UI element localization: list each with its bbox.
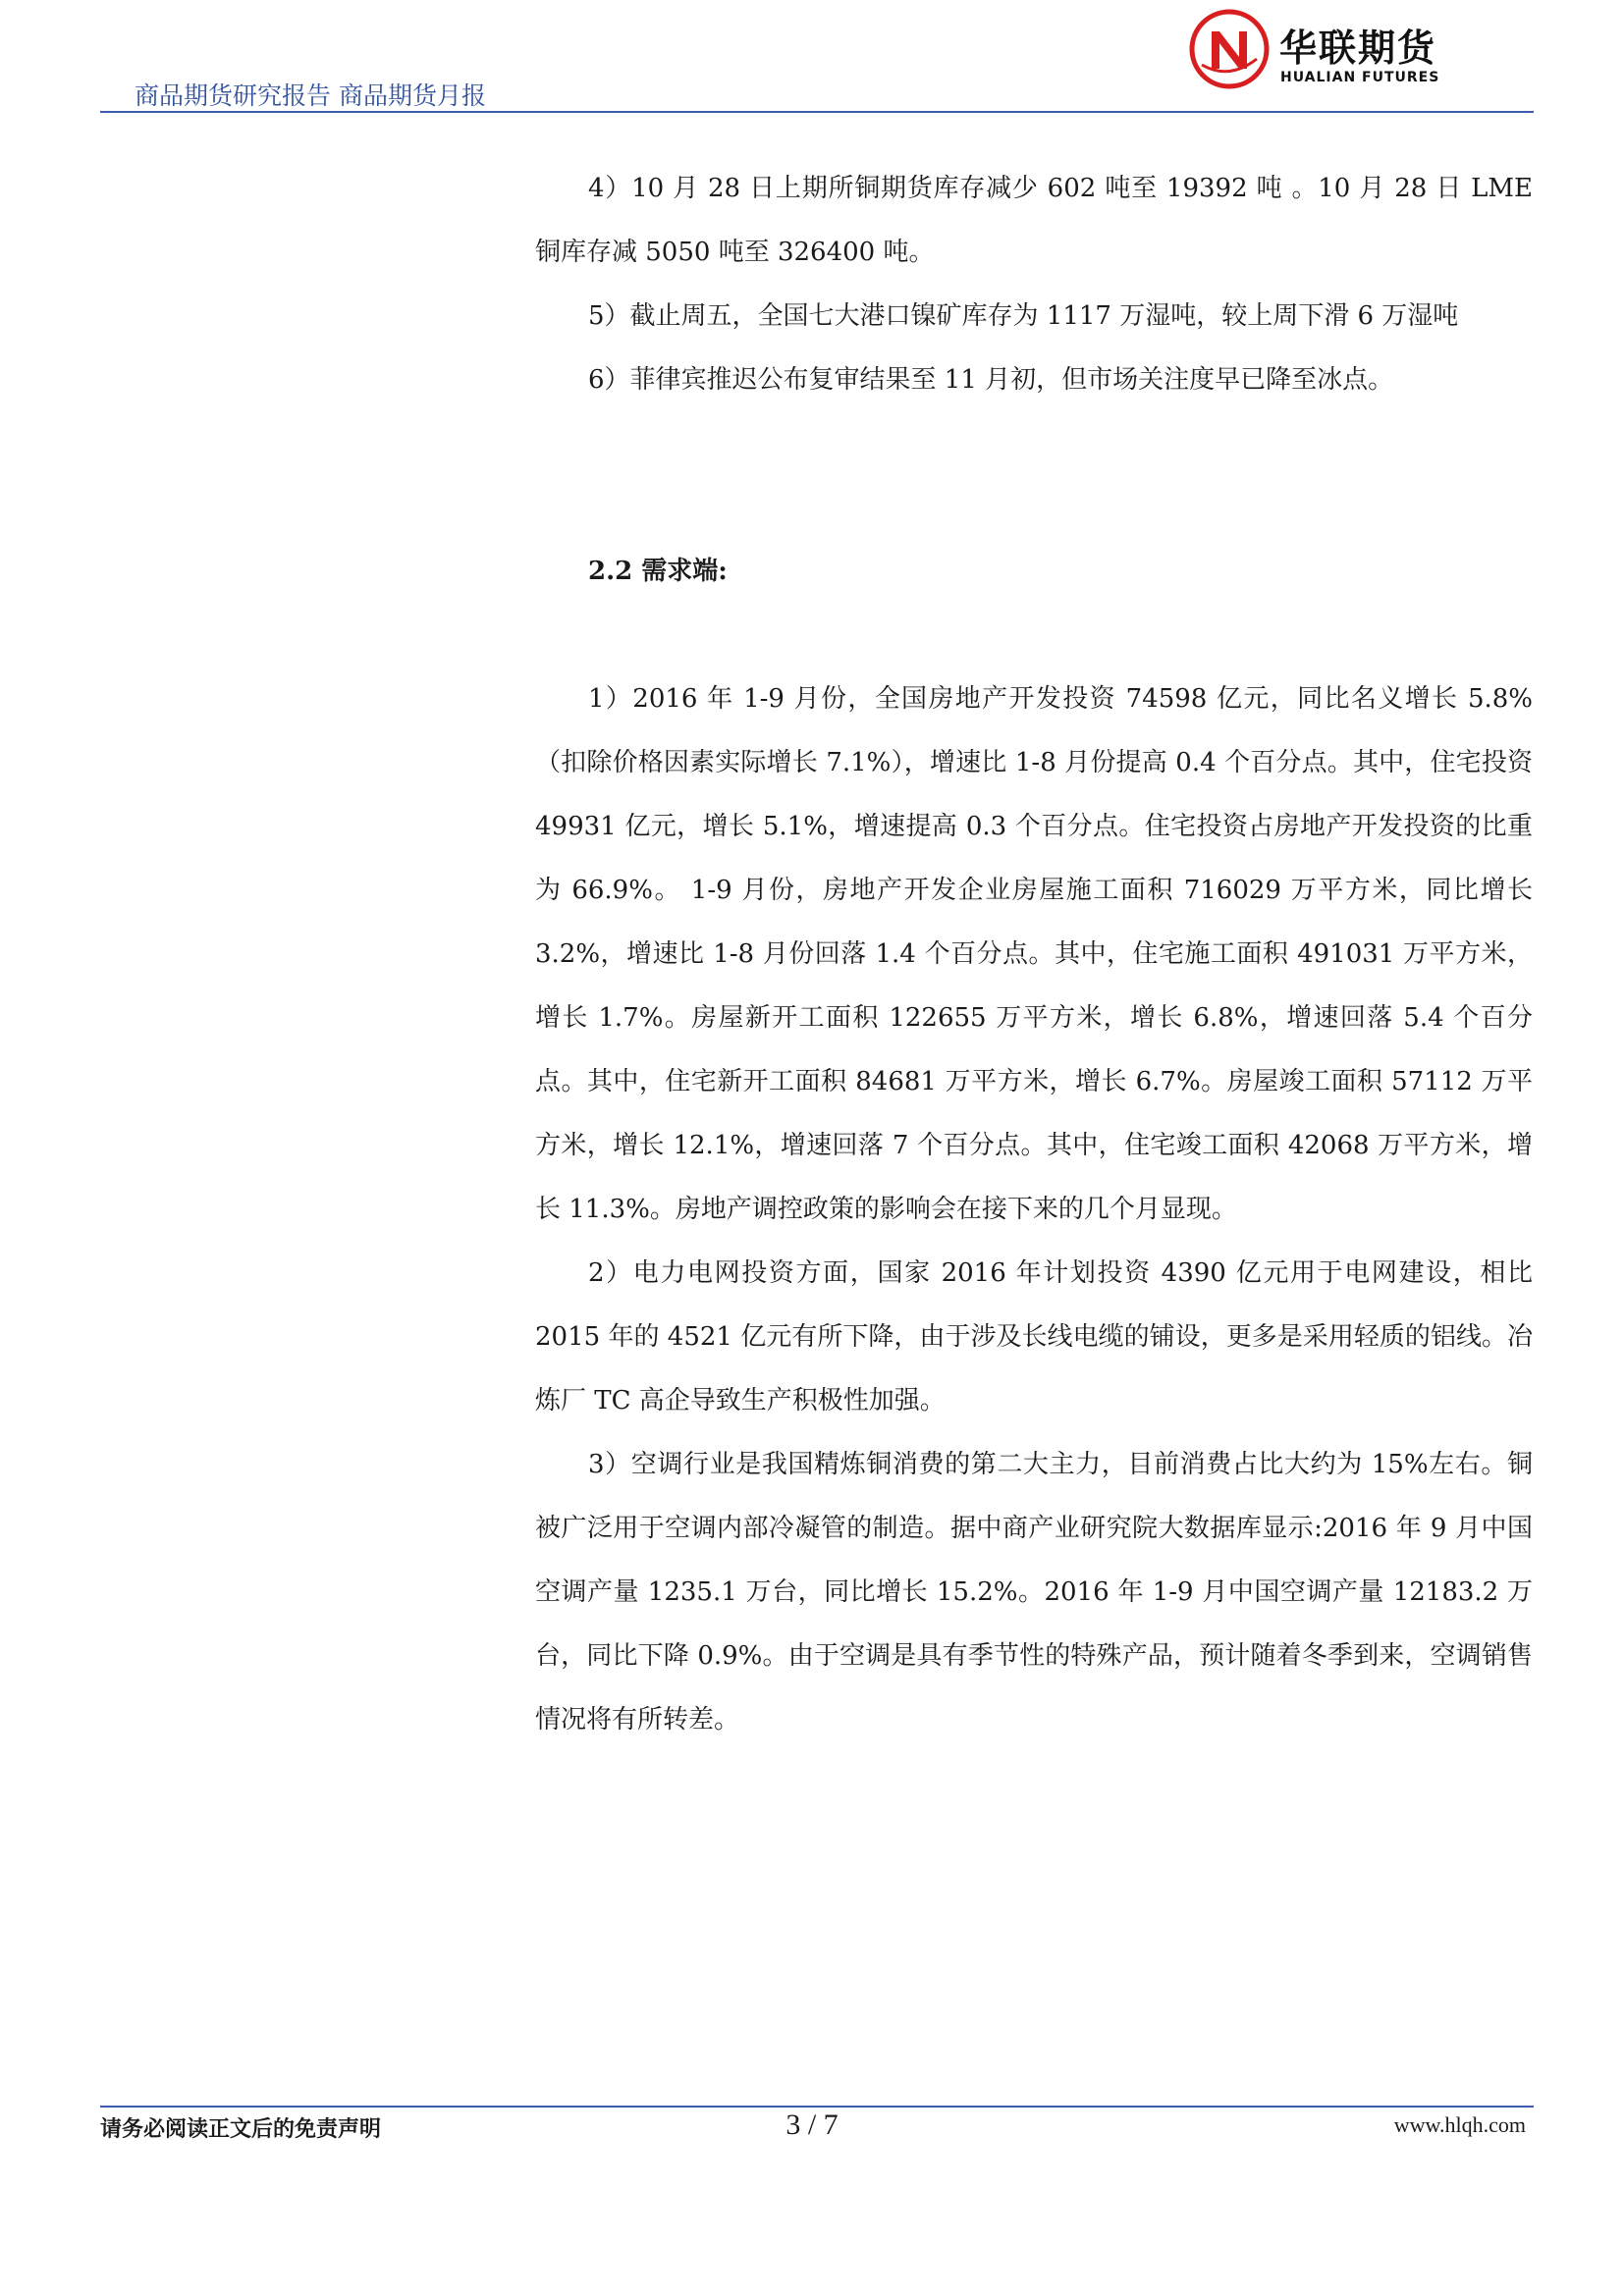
footer-website-link[interactable]: www.hlqh.com — [1393, 2112, 1526, 2137]
report-body — [535, 157, 1533, 1752]
supply-item: 5）截止周五，全国七大港口镍矿库存为 1117 万湿吨，较上周下滑 6 万湿吨 — [588, 301, 1459, 331]
footer-divider — [100, 2106, 1534, 2108]
demand-item: 3）空调行业是我国精炼铜消费的第二大主力，目前消费占比大约为 15%左右。铜被广泛用于空调内部冷凝管的制造。据中商产业研究院大数据库显示:2016 年 9 月中国空调产量 1235.1 万台，同比增长 15.2%。2016 年 1-9 月中国空调产量 12183.2 万台，同比下降 0.9%。由于空调是具有季节性的特殊产品，预计随着冬季到来，空调销售情况将有所转差。 — [535, 1450, 1533, 1735]
demand-item: 1）2016 年 1-9 月份，全国房地产开发投资 74598 亿元，同比名义增长 5.8%（扣除价格因素实际增长 7.1%），增速比 1-8 月份提高 0.4 个百分点。其中，住宅投资 49931 亿元，增长 5.1%，增速提高 0.3 个百分点。住宅投资占房地产开发投资的比重为 66.9%。 1-9 月份，房地产开发企业房屋施工面积 716029 万平方米，同比增长 3.2%，增速比 1-8 月份回落 1.4 个百分点。其中，住宅施工面积 491031 万平方米，增长 1.7%。房屋新开工面积 122655 万平方米，增长 6.8%，增速回落 5.4 个百分点。其中，住宅新开工面积 84681 万平方米，增长 6.7%。房屋竣工面积 57112 万平方米，增长 12.1%，增速回落 7 个百分点。其中，住宅竣工面积 42068 万平方米，增长 11.3%。房地产调控政策的影响会在接下来的几个月显现。 — [535, 684, 1533, 1224]
demand-item: 2）电力电网投资方面，国家 2016 年计划投资 4390 亿元用于电网建设，相比 2015 年的 4521 亿元有所下降，由于涉及长线电缆的铺设，更多是采用轻质的铝线。冶炼厂 TC 高企导致生产积极性加强。 — [535, 1258, 1533, 1415]
hualian-logo-icon — [1188, 8, 1271, 90]
page-header — [0, 0, 1624, 118]
page-number: 3 / 7 — [785, 2109, 839, 2141]
spacer — [535, 604, 1533, 667]
supply-item: 6）菲律宾推迟公布复审结果至 11 月初，但市场关注度早已降至冰点。 — [588, 365, 1394, 395]
spacer — [535, 412, 1533, 540]
supply-item: 4）10 月 28 日上期所铜期货库存减少 602 吨至 19392 吨 。10 月 28 日 LME 铜库存减 5050 吨至 326400 吨。 — [535, 174, 1533, 267]
header-divider — [100, 111, 1534, 113]
logo-english-name: HUALIAN FUTURES — [1280, 70, 1440, 85]
section-heading-demand: 2.2 需求端: — [588, 557, 728, 586]
header-title: 商品期货研究报告 商品期货月报 — [135, 81, 486, 110]
logo-chinese-name: 华联期货 — [1279, 27, 1437, 70]
company-logo — [1188, 8, 1443, 96]
footer-disclaimer: 请务必阅读正文后的免责声明 — [100, 2116, 382, 2142]
